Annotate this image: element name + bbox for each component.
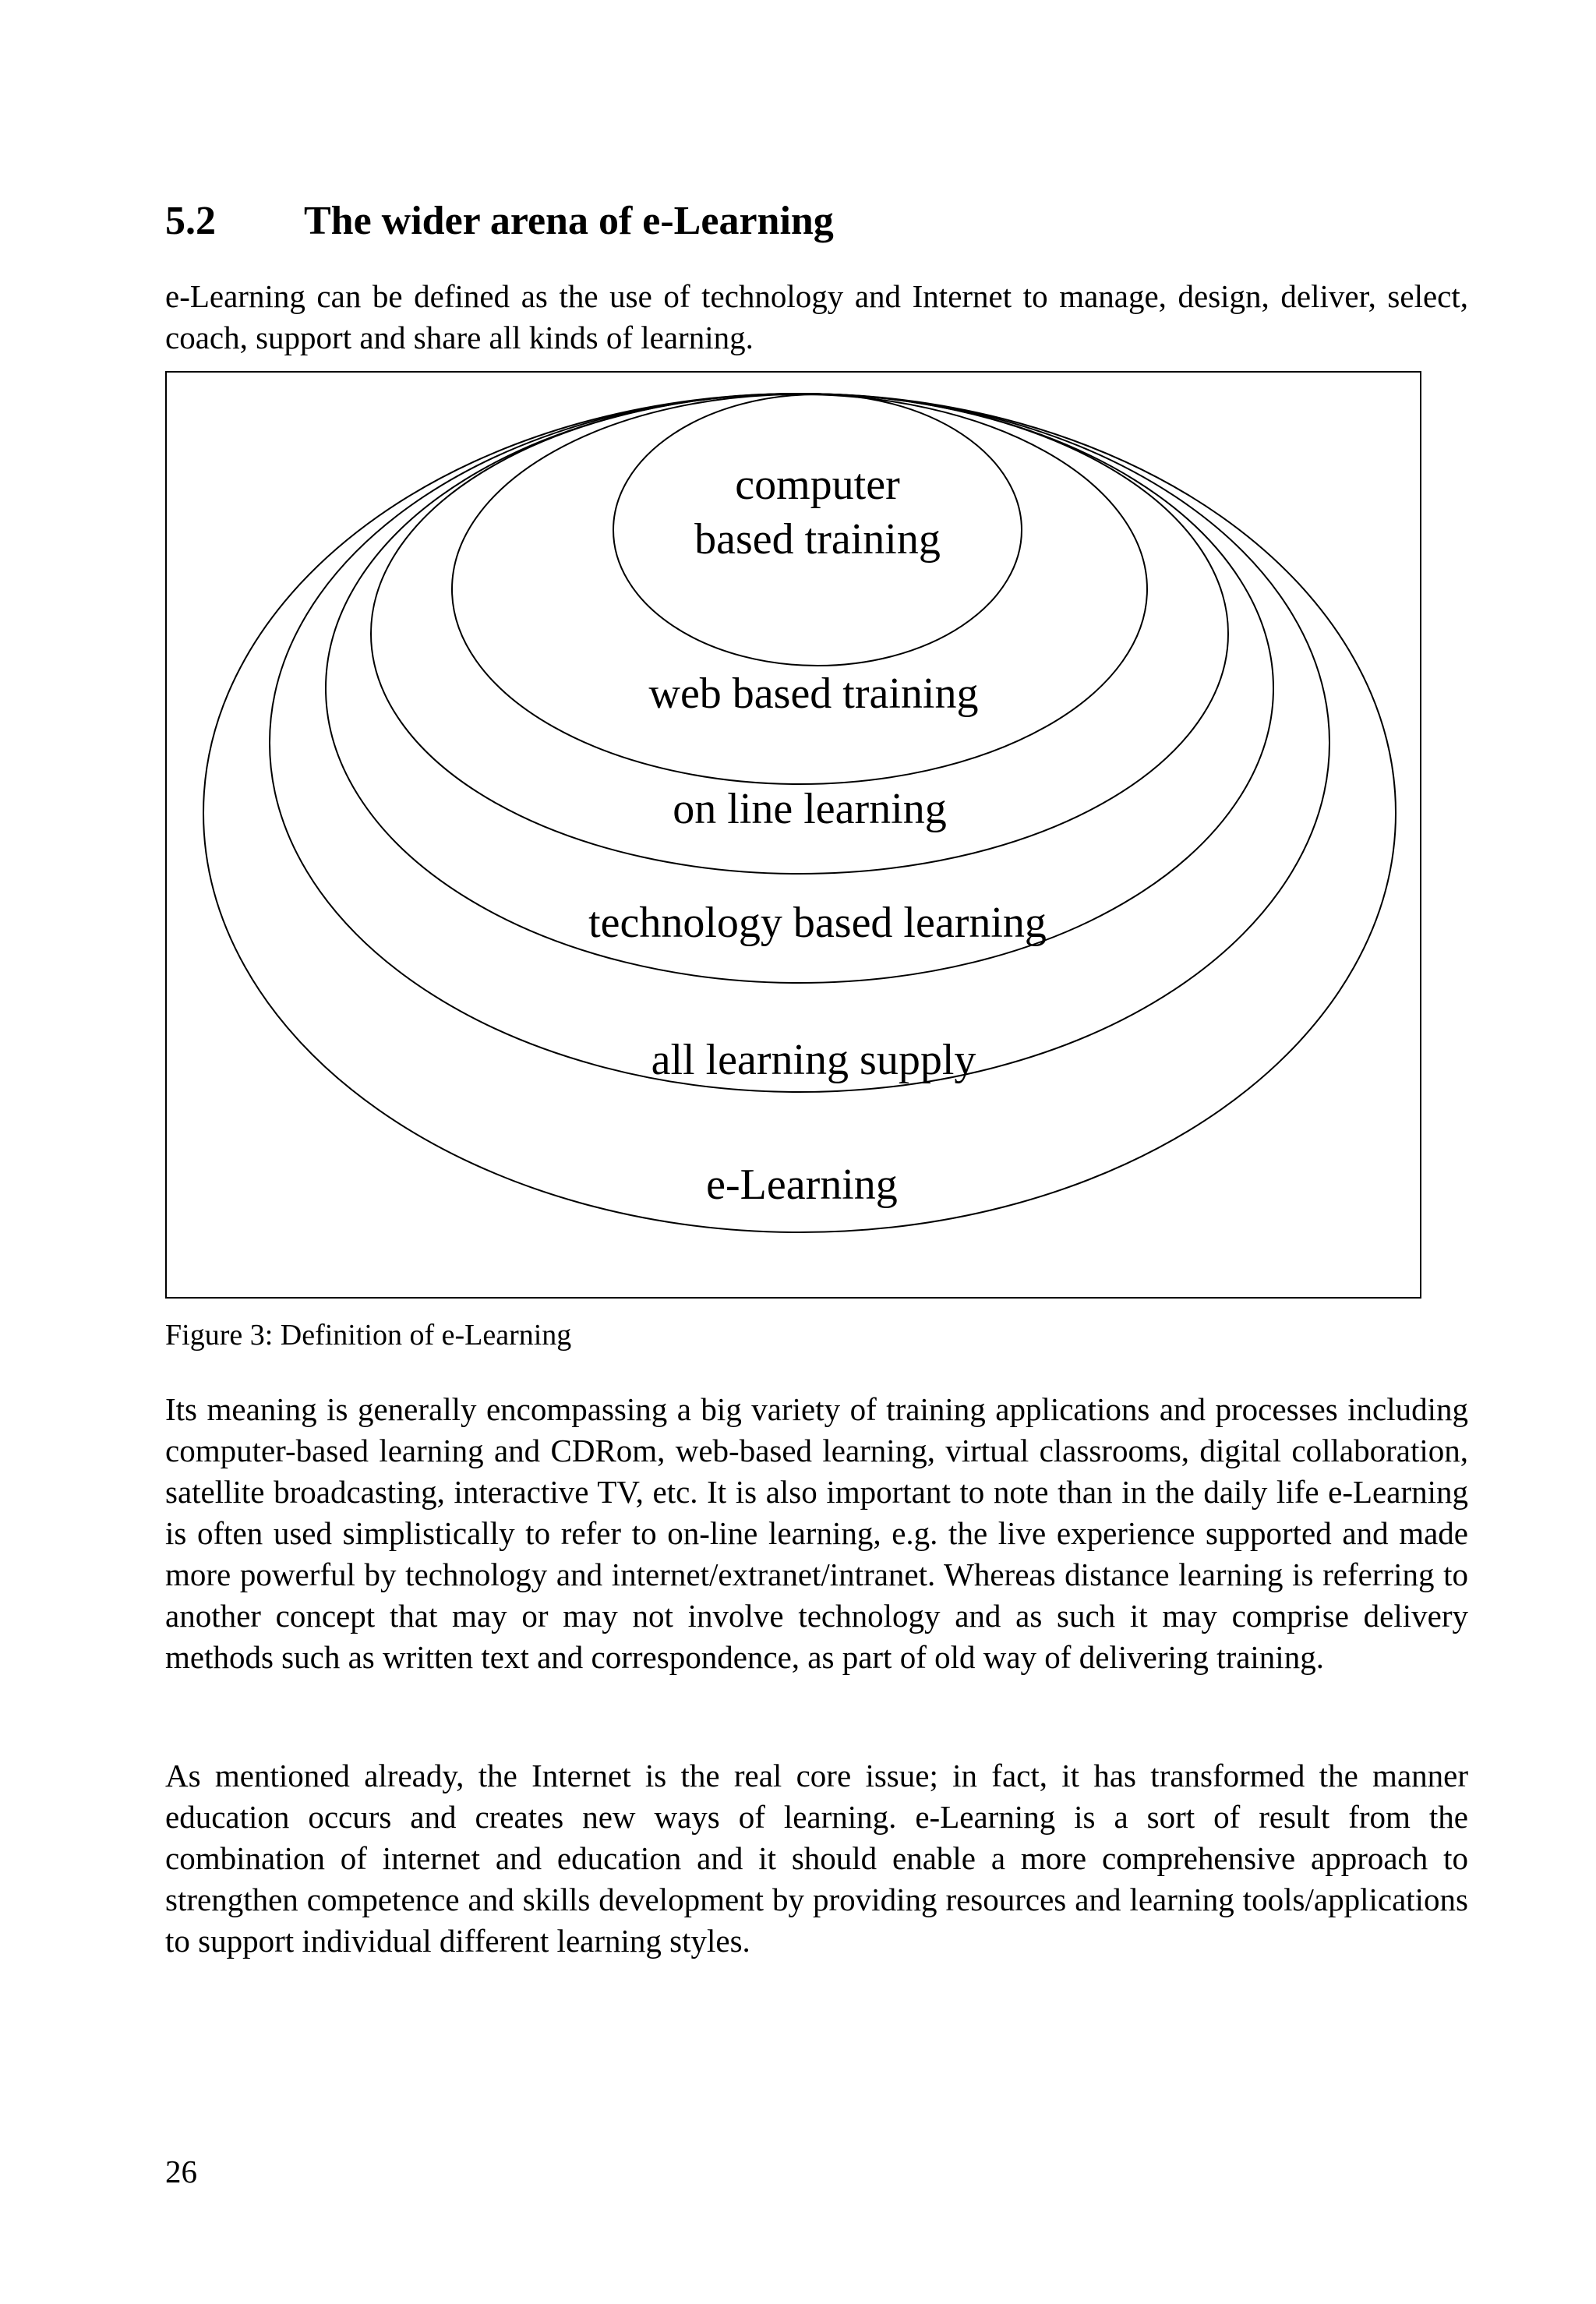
label-e-learning: e-Learning <box>706 1161 898 1209</box>
label-computer: computer <box>735 461 900 509</box>
nested-ellipses-diagram <box>167 373 1423 1300</box>
ellipse-web-based-training <box>452 394 1147 784</box>
section-title: The wider arena of e-Learning <box>304 199 834 243</box>
figure-frame <box>165 371 1421 1299</box>
intro-paragraph: e-Learning can be defined as the use of technology and Internet to manage, design, deliver, select, coach, support and share all kinds of learning. <box>165 278 1468 355</box>
label-on-line-learning: on line learning <box>673 785 947 833</box>
label-technology-based-learning: technology based learning <box>588 899 1047 947</box>
section-number: 5.2 <box>165 199 216 243</box>
body-paragraph: Its meaning is generally encompassing a big variety of training applications and processes including computer-based learning and CDRom, web-based learning, virtual classrooms, digital collaboration, satellite broadcasting, interactive TV, etc. It is also important to note than in the daily life e-Learning is often used simplistically to refer to on-line learning, e.g. the live experience supported and made more powerful by technology and internet/extranet/intranet. Whereas distance learning is referring to another concept that may or may not involve technology and as such it may comprise delivery methods such as written text and correspondence, as part of old way of delivering training. <box>165 1391 1468 1675</box>
label-all-learning-supply: all learning supply <box>651 1036 976 1084</box>
section-heading <box>165 201 834 242</box>
label-web-based-training: web based training <box>648 670 979 718</box>
body-paragraph: As mentioned already, the Internet is the real core issue; in fact, it has transformed the manner education occurs and creates new ways of learning. e-Learning is a sort of result from the combination of internet and education and it should enable a more comprehensive approach to strengthen competence and skills development by providing resources and learning tools/applications to support individual different learning styles. <box>165 1758 1468 1959</box>
label-based-training: based training <box>694 515 941 564</box>
page-number: 26 <box>165 2154 197 2189</box>
figure-caption: Figure 3: Definition of e-Learning <box>165 1319 572 1352</box>
